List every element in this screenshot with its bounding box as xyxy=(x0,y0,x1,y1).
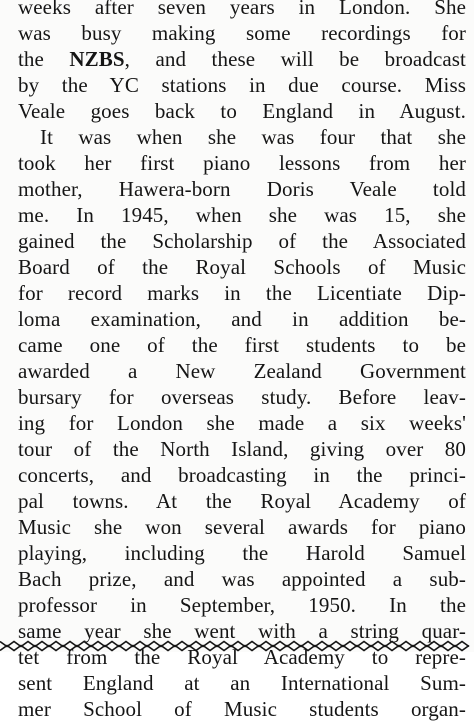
line-text: Veale goes back to England in August. xyxy=(18,99,466,123)
article-line xyxy=(18,488,466,514)
line-text: came one of the first students to be xyxy=(18,333,466,357)
line-bold-text: NZBS xyxy=(69,47,125,71)
article-line xyxy=(18,20,466,46)
line-text: mother, Hawera-born Doris Veale told xyxy=(18,177,466,201)
line-text: bursary for overseas study. Before leav- xyxy=(18,385,466,409)
article-line xyxy=(18,462,466,488)
article-line xyxy=(18,696,466,722)
line-text: Music she won several awards for piano xyxy=(18,515,466,539)
article-column xyxy=(18,0,466,722)
line-text: weeks after seven years in London. She xyxy=(18,0,466,19)
article-line xyxy=(18,98,466,124)
line-text: playing, including the Harold Samuel xyxy=(18,541,466,565)
line-text: gained the Scholarship of the Associated xyxy=(18,229,466,253)
article-line xyxy=(18,592,466,618)
line-text: Bach prize, and was appointed a sub- xyxy=(18,567,466,591)
article-line xyxy=(18,566,466,592)
article-line xyxy=(18,436,466,462)
article-line xyxy=(18,540,466,566)
article-line xyxy=(18,72,466,98)
line-text: was busy making some recordings for xyxy=(18,21,466,45)
line-text: mer School of Music students organ- xyxy=(18,697,466,721)
line-text: by the YC stations in due course. Miss xyxy=(18,73,466,97)
line-text: pal towns. At the Royal Academy of xyxy=(18,489,466,513)
article-line xyxy=(18,254,466,280)
article-line xyxy=(18,306,466,332)
line-text: loma examination, and in addition be- xyxy=(18,307,466,331)
article-line xyxy=(18,332,466,358)
line-text: awarded a New Zealand Government xyxy=(18,359,466,383)
article-line xyxy=(18,176,466,202)
article-line xyxy=(18,358,466,384)
line-text: tour of the North Island, giving over 80 xyxy=(18,437,466,461)
line-text: for record marks in the Licentiate Dip- xyxy=(18,281,466,305)
line-text: the xyxy=(18,47,70,71)
wavy-border-decoration xyxy=(0,640,474,652)
line-text: tet from the Royal Academy to repre- xyxy=(18,645,466,669)
article-line xyxy=(18,0,466,20)
article-line xyxy=(18,124,466,150)
line-text: took her first piano lessons from her xyxy=(18,151,466,175)
article-line xyxy=(18,514,466,540)
line-text: sent England at an International Sum- xyxy=(18,671,466,695)
article-line xyxy=(18,384,466,410)
article-line xyxy=(18,150,466,176)
article-line xyxy=(18,202,466,228)
article-line xyxy=(18,410,466,436)
article-line xyxy=(18,280,466,306)
line-text: It was when she was four that she xyxy=(40,125,466,149)
line-text: concerts, and broadcasting in the princi- xyxy=(18,463,466,487)
line-text: professor in September, 1950. In the xyxy=(18,593,466,617)
line-text: ing for London she made a six weeks' xyxy=(18,411,466,435)
line-text: me. In 1945, when she was 15, she xyxy=(18,203,466,227)
article-line xyxy=(18,228,466,254)
article-line xyxy=(18,46,466,72)
article-line xyxy=(18,670,466,696)
line-text: Board of the Royal Schools of Music xyxy=(18,255,466,279)
line-text-continued: , and these will be broadcast xyxy=(124,47,466,71)
line-text: same year she went with a string quar- xyxy=(18,619,466,643)
